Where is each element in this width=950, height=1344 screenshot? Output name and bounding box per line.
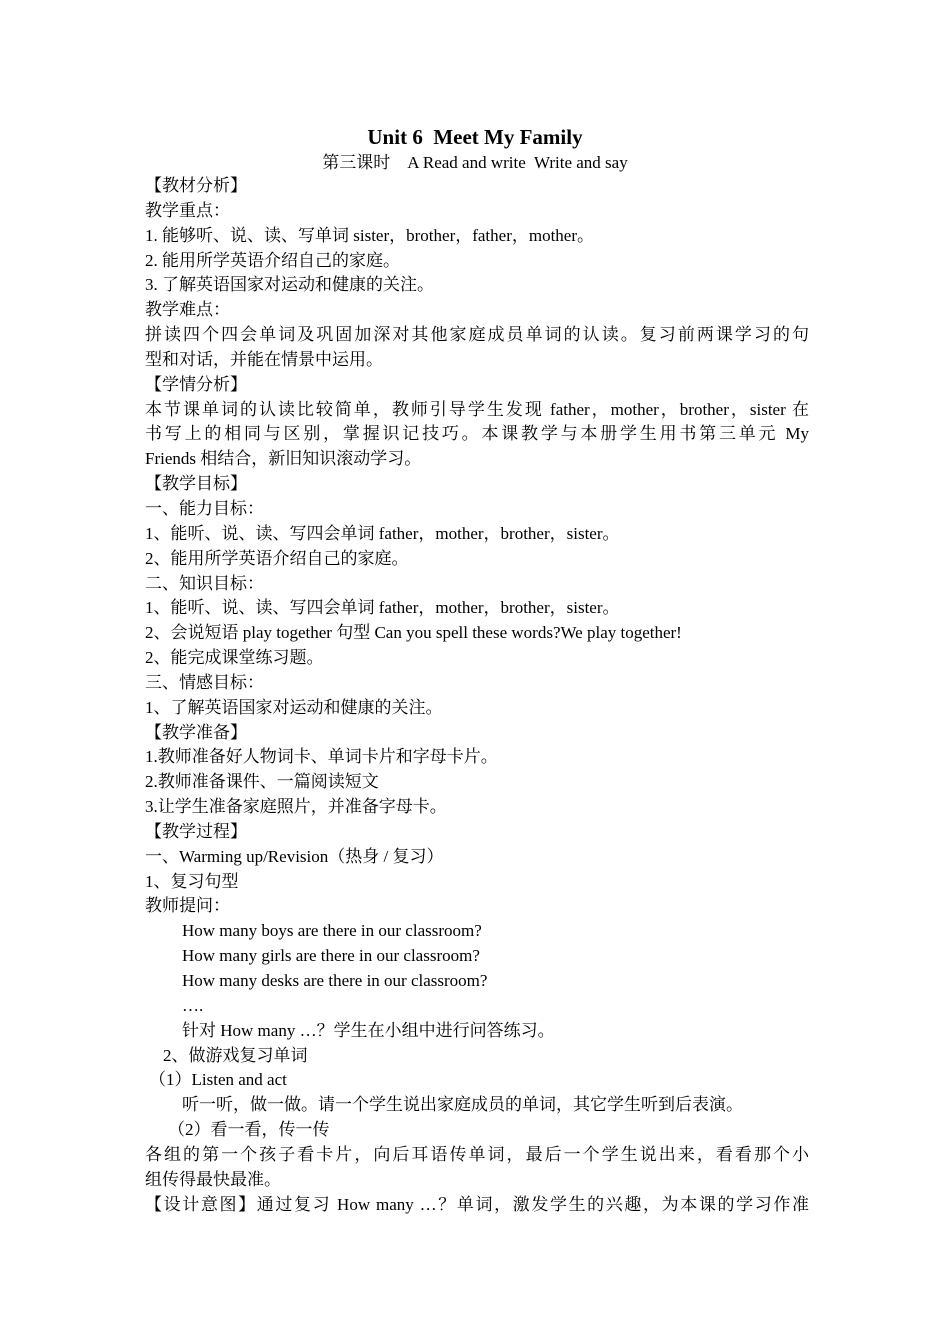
preparation-item: 3.让学生准备家庭照片，并准备字母卡。 — [145, 797, 447, 817]
key-point-item: 1. 能够听、说、读、写单词 sister，brother，father，mother。 — [145, 225, 595, 245]
label-difficulties: 教学难点： — [145, 300, 230, 320]
paragraph-line: 各组的第一个孩子看卡片，向后耳语传单词，最后一个学生说出来，看看那个小 — [145, 1144, 809, 1164]
design-intent-line: 【设计意图】通过复习 How many …？单词，激发学生的兴趣，为本课的学习作准 — [145, 1194, 809, 1214]
preparation-item: 2.教师准备课件、一篇阅读短文 — [145, 772, 379, 792]
subheading-ability: 一、能力目标： — [145, 498, 264, 518]
question-line: How many girls are there in our classroom? — [182, 946, 480, 966]
paragraph-line: 书写上的相同与区别，掌握识记技巧。本课教学与本册学生用书第三单元 My — [145, 424, 809, 444]
step-subheading: 2、做游戏复习单词 — [163, 1045, 308, 1065]
instruction-line: 针对 How many …？学生在小组中进行问答练习。 — [182, 1020, 555, 1040]
ellipsis-line: …. — [182, 995, 204, 1015]
question-line: How many boys are there in our classroom? — [182, 921, 482, 941]
step-subheading: 1、复习句型 — [145, 871, 239, 891]
paragraph-line: 组传得最快最准。 — [145, 1169, 281, 1189]
section-heading-process: 【教学过程】 — [145, 821, 247, 841]
question-line: How many desks are there in our classroom? — [182, 971, 488, 990]
document-title: Unit 6 Meet My Family — [367, 125, 583, 149]
paragraph-line: 本节课单词的认读比较简单，教师引导学生发现 father，mother，brother，sister 在 — [145, 399, 809, 419]
label-key-points: 教学重点： — [145, 200, 230, 220]
section-heading-objectives: 【教学目标】 — [145, 474, 247, 494]
instruction-line: 听一听，做一做。请一个学生说出家庭成员的单词，其它学生听到后表演。 — [182, 1095, 743, 1115]
objective-item: 2、会说短语 play together 句型 Can you spell these words?We play together! — [145, 623, 682, 643]
objective-item: 1、能听、说、读、写四会单词 father，mother，brother，sister。 — [145, 523, 620, 543]
paragraph-line: 型和对话，并能在情景中运用。 — [145, 349, 383, 369]
section-heading-preparation: 【教学准备】 — [145, 722, 247, 742]
activity-heading: （2）看一看，传一传 — [168, 1120, 330, 1140]
document-subtitle: 第三课时 A Read and write Write and say — [322, 153, 628, 172]
subheading-knowledge: 二、知识目标： — [145, 573, 264, 593]
section-heading-students: 【学情分析】 — [145, 374, 247, 394]
key-point-item: 3. 了解英语国家对运动和健康的关注。 — [145, 275, 434, 295]
objective-item: 1、了解英语国家对运动和健康的关注。 — [145, 697, 443, 717]
document-body — [145, 174, 809, 1217]
activity-heading: （1）Listen and act — [149, 1070, 287, 1090]
paragraph-line: 拼读四个四会单词及巩固加深对其他家庭成员单词的认读。复习前两课学习的句 — [145, 325, 809, 345]
preparation-item: 1.教师准备好人物词卡、单词卡片和字母卡片。 — [145, 747, 498, 767]
subheading-emotion: 三、情感目标： — [145, 672, 264, 692]
step-heading: 一、Warming up/Revision（热身 / 复习） — [145, 846, 444, 866]
objective-item: 2、能完成课堂练习题。 — [145, 648, 324, 668]
paragraph-line: Friends 相结合，新旧知识滚动学习。 — [145, 449, 422, 469]
step-label: 教师提问： — [145, 896, 230, 916]
objective-item: 1、能听、说、读、写四会单词 father，mother，brother，sister。 — [145, 598, 620, 618]
objective-item: 2、能用所学英语介绍自己的家庭。 — [145, 548, 409, 568]
key-point-item: 2. 能用所学英语介绍自己的家庭。 — [145, 250, 400, 270]
section-heading-materials: 【教材分析】 — [145, 176, 247, 195]
